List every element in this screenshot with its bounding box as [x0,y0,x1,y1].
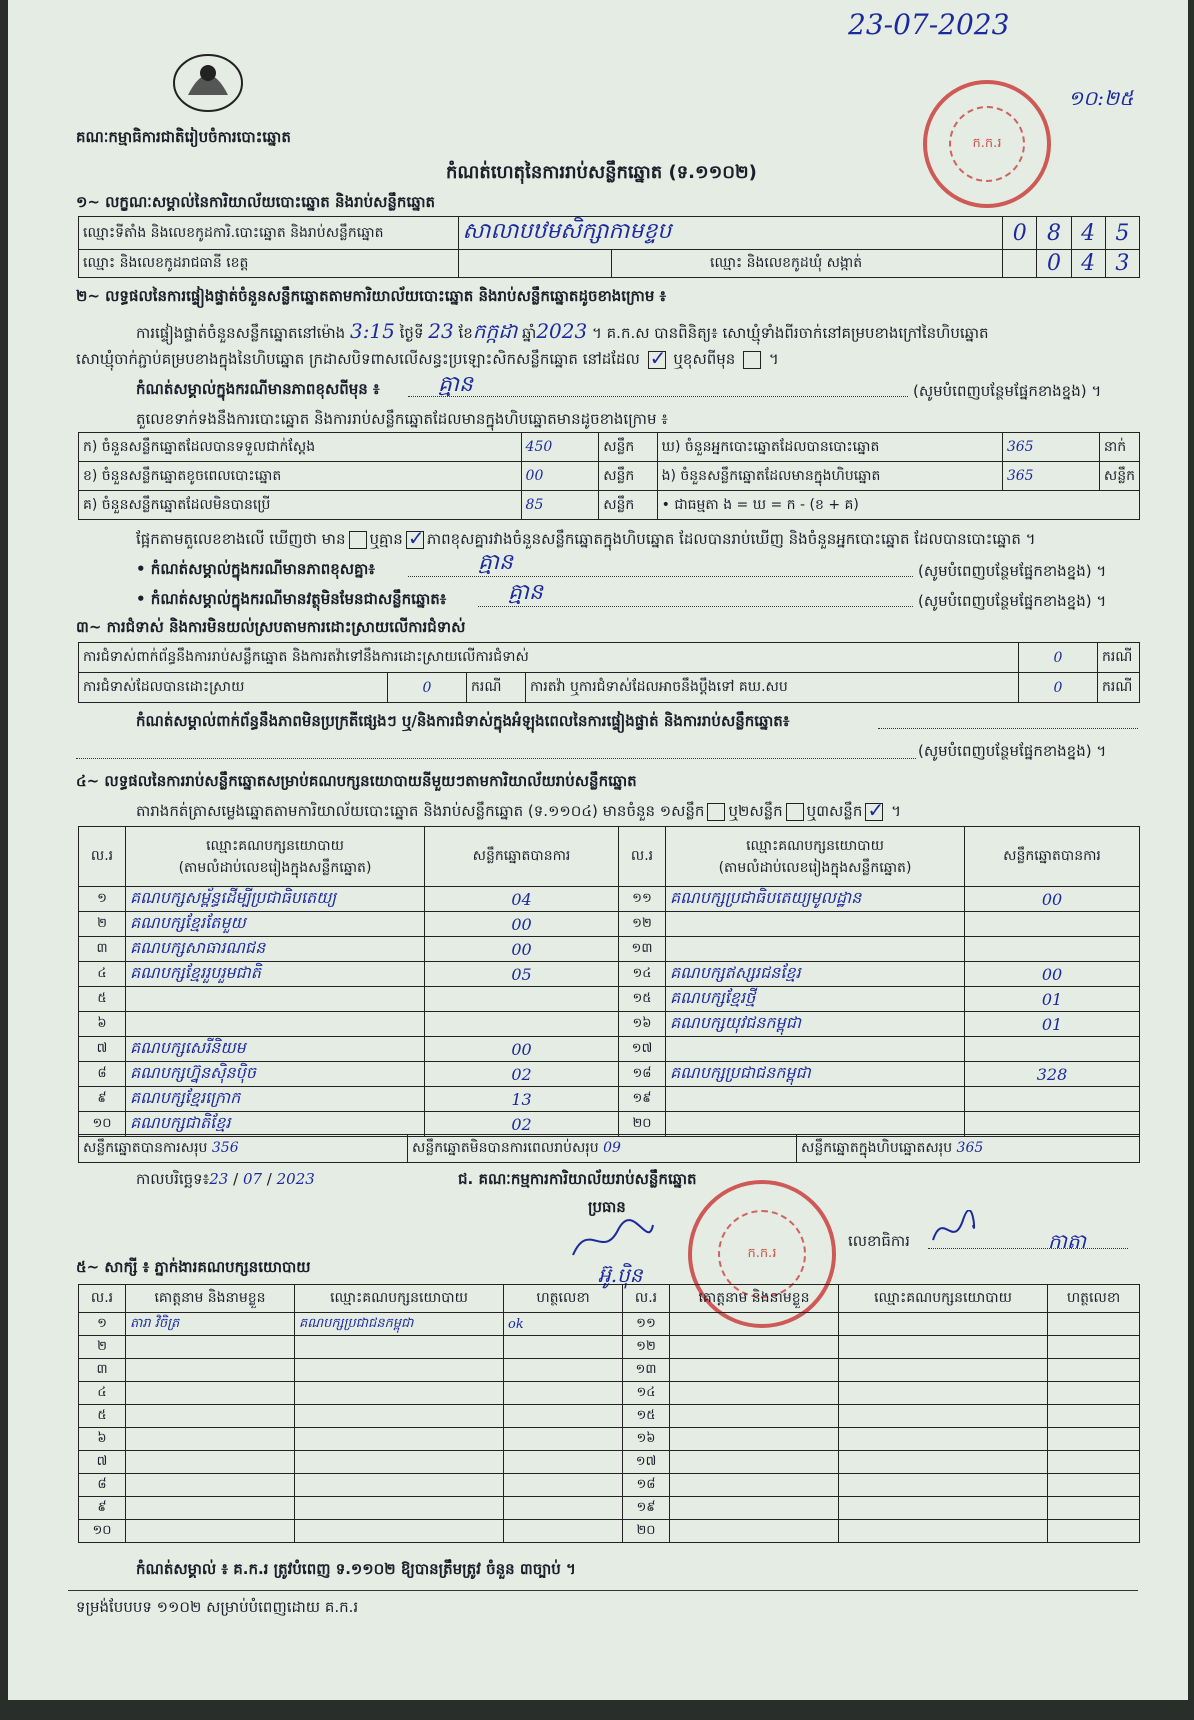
witness-party [839,1451,1048,1474]
witness-signature [504,1336,623,1359]
has-discrepancy-checkbox[interactable] [349,531,367,549]
table-row [79,1497,1140,1520]
received-ballots-label: ក) ចំនួនសន្លឹកឆ្នោតដែលបានទទួលជាក់ស្តែង [79,433,522,462]
unchanged-checkbox[interactable] [648,351,666,369]
witness-signature [504,1474,623,1497]
verification-month: កក្កដា [472,319,518,343]
party-name: គណបក្សសម្ព័ន្ធដើម្បីប្រជាធិបតេយ្យ [126,887,425,912]
party-name: គណបក្សឥស្សរជនខ្មែរ [666,962,965,987]
witness-name [126,1428,295,1451]
witness-party [839,1497,1048,1520]
station-name-value: សាលាបឋមសិក្សាកាមខ្ទប [458,217,1003,250]
witness-name [126,1451,295,1474]
verification-year: 2023 [536,319,588,343]
official-stamp-top: ក.ក.រ [923,80,1051,208]
row-number: ២០ [623,1520,670,1543]
party-votes [965,1037,1140,1062]
table-row [79,987,1140,1012]
party-votes: 00 [425,937,619,962]
party-votes: 00 [425,912,619,937]
party-name: គណបក្សខ្មែរតែមួយ [126,912,425,937]
irregularity-note-label: កំណត់សម្គាល់ពាក់ព័ន្ធនឹងភាពមិនប្រក្រតីផ្សេងៗ ឬ/និងការជំទាស់ក្នុងអំឡុងពេលនៃការផ្ទៀងផ្ទាត់ និងការរាប់សន្លឹកឆ្នោត៖ [136,712,790,730]
row-number: ១៥ [619,987,666,1012]
row-number: ៨ [79,1062,126,1087]
row-number: ៣ [79,1359,126,1382]
row-number: ១៣ [623,1359,670,1382]
party-votes: 328 [965,1062,1140,1087]
witness-signature [1048,1474,1140,1497]
row-number: ១២ [619,912,666,937]
commune-code-digit: 0 [1037,250,1071,278]
col-party-header: ឈ្មោះគណបក្សនយោបាយ [839,1285,1048,1313]
party-votes: 02 [425,1062,619,1087]
secretary-label: លេខាធិការ [848,1232,910,1250]
president-signature-icon [568,1215,658,1265]
unit-label: នាក់ [1099,433,1139,462]
totals-table [78,1134,1140,1163]
col-no-header: ល.រ [79,1285,126,1313]
row-number: ២ [79,912,126,937]
station-code-digit: 0 [1003,217,1037,250]
witness-name [670,1359,839,1382]
party-name: គណបក្សជាតិខ្មែរ [126,1112,425,1137]
spoiled-ballots-label: ខ) ចំនួនសន្លឹកឆ្នោតខូចពេលបោះឆ្នោត [79,462,522,491]
witness-party: គណបក្សប្រជាជនកម្ពុជា [295,1313,504,1336]
fill-note: (សូមបំពេញបន្ថែមផ្នែកខាងខ្នង) ។ [913,382,1102,400]
party-votes: 00 [965,887,1140,912]
witness-party [839,1474,1048,1497]
col-no-header: ល.រ [79,827,126,887]
witness-party [295,1474,504,1497]
witness-name [126,1336,295,1359]
commune-code-digit: 4 [1071,250,1105,278]
one-sheet-checkbox[interactable] [707,803,725,821]
witness-signature [504,1428,623,1451]
party-votes [425,987,619,1012]
resolved-objections-value: 0 [388,673,467,703]
row-number: ១៧ [623,1451,670,1474]
witness-party [295,1382,504,1405]
row-number: ១៤ [619,962,666,987]
party-votes: 05 [425,962,619,987]
witness-name [670,1451,839,1474]
row-number: ១០ [79,1520,126,1543]
commune-code-digit: 3 [1105,250,1139,278]
witness-signature [1048,1382,1140,1405]
row-number: ៣ [79,937,126,962]
seal-status-sentence: សោឃ្មុំចាក់ភ្ជាប់គម្របខាងក្នុងនៃហិបឆ្នោត ក្រដាសបិទពាសលើសន្ធះប្រឡោះសិកសន្លឹកឆ្នោត នៅដដែល ✓ ឬខុសពីមុន ។ [76,350,779,372]
witness-party [839,1382,1048,1405]
party-name: គណបក្សខ្មែរក្រោក [126,1087,425,1112]
party-name [666,937,965,962]
appeal-label: ការតវ៉ា ឬការជំទាស់ដែលអាចនឹងប្តឹងទៅ គឃ.សប [526,673,1019,703]
unused-ballots-label: គ) ចំនួនសន្លឹកឆ្នោតដែលមិនបានប្រើ [79,491,522,520]
party-votes: 01 [965,1012,1140,1037]
witness-signature [1048,1497,1140,1520]
official-stamp-committee: ក.ក.រ [688,1180,836,1328]
table-row [79,1451,1140,1474]
province-label: ឈ្មោះ និងលេខកូដរាជធានី ខេត្ត [79,250,459,278]
row-number: ១១ [623,1313,670,1336]
three-sheet-checkbox[interactable] [865,803,883,821]
witness-name [670,1405,839,1428]
footer-text: ទម្រង់បែបបទ ១១០២ សម្រាប់បំពេញដោយ គ.ក.រ [76,1598,359,1616]
section1-table [78,216,1140,278]
witness-signature [1048,1428,1140,1451]
formula: • ជាធម្មតា ង = ឃ = ក - (ខ + គ) [657,491,1139,520]
witness-signature [504,1520,623,1543]
ballots-in-box-value: 365 [1002,462,1099,491]
station-code-digit: 8 [1037,217,1071,250]
row-number: ១៨ [623,1474,670,1497]
witness-signature [1048,1405,1140,1428]
col-party-header: ឈ្មោះគណបក្សនយោបាយ [295,1285,504,1313]
table-row [79,1313,1140,1336]
row-number: ១៨ [619,1062,666,1087]
row-number: ៧ [79,1037,126,1062]
commune-code-digit [1003,250,1037,278]
table-row [79,1520,1140,1543]
tally-sheet-sentence: តារាងកត់ត្រាសម្លេងឆ្នោតតាមការិយាល័យបោះឆ្នោត និងរាប់សន្លឹកឆ្នោត (ទ.១១០៤) មានចំនួន ១សន្លឹក ឬ២សន្លឹក ឬ៣សន្លឹក✓ ។ [136,802,901,824]
objections-value: 0 [1018,643,1097,673]
verification-sentence: ការផ្ទៀងផ្ទាត់ចំនួនសន្លឹកឆ្នោតនៅម៉ោង 3:15 ថ្ងៃទី 23 ខែកក្កដា ឆ្នាំ2023 ។ គ.ក.ស បានពិនិត្យ៖ សោឃ្មុំទាំងពីរចាក់នៅគម្របខាងក្រៅនៃហិបឆ្នោត [136,319,989,343]
witness-party [295,1359,504,1382]
witness-name [670,1520,839,1543]
row-number: ៨ [79,1474,126,1497]
witness-name [670,1336,839,1359]
organization-name: គណៈកម្មាធិការជាតិរៀបចំការបោះឆ្នោត [76,128,291,146]
two-sheet-checkbox[interactable] [786,803,804,821]
bottom-note: កំណត់សម្គាល់ ៖ គ.ក.រ ត្រូវបំពេញ ទ.១១០២ ឱ្យបានត្រឹមត្រូវ ចំនួន ៣ច្បាប់ ។ [136,1560,576,1578]
witness-name: តារា វិចិត្រ [126,1313,295,1336]
witness-name [126,1520,295,1543]
party-name [666,1037,965,1062]
party-name: គណបក្សខ្មែររួបរួមជាតិ [126,962,425,987]
col-no-header: ល.រ [623,1285,670,1313]
row-number: ២ [79,1336,126,1359]
row-number: ៤ [79,962,126,987]
unused-ballots-value: 85 [521,491,599,520]
witness-signature [504,1382,623,1405]
section1-title: ១~ លក្ខណៈសម្គាល់នៃការិយាល័យបោះឆ្នោត និងរាប់សន្លឹកឆ្នោត [76,193,436,211]
row-number: ១៣ [619,937,666,962]
row-number: ១២ [623,1336,670,1359]
table-row [79,912,1140,937]
objections-table [78,642,1140,703]
witness-signature [504,1405,623,1428]
table-row [79,1359,1140,1382]
row-number: ១៦ [619,1012,666,1037]
invalid-total: សន្លឹកឆ្នោតមិនបានការពេលរាប់សរុប 09 [408,1135,797,1163]
witness-name [126,1497,295,1520]
witness-signature [1048,1451,1140,1474]
row-number: ៥ [79,987,126,1012]
row-number: ៩ [79,1087,126,1112]
document-title: កំណត់ហេតុនៃការរាប់សន្លឹកឆ្នោត (ទ.១១០២) [446,162,757,183]
no-discrepancy-checkbox[interactable] [406,531,424,549]
party-name: គណបក្សយុវជនកម្ពុជា [666,1012,965,1037]
fill-note: (សូមបំពេញបន្ថែមផ្នែកខាងខ្នង) ។ [918,742,1107,760]
party-name [126,1012,425,1037]
row-number: ៦ [79,1012,126,1037]
figures-table [78,432,1140,520]
witness-name [670,1313,839,1336]
table-row [79,1405,1140,1428]
voters-value: 365 [1002,433,1099,462]
table-row [79,937,1140,962]
witness-party [295,1451,504,1474]
col-votes-header: សន្លឹកឆ្នោតបានការ [425,827,619,887]
section4-title: ៤~ លទ្ធផលនៃការរាប់សន្លឹកឆ្នោតសម្រាប់គណបក្សនយោបាយនីមួយៗតាមការិយាល័យរាប់សន្លឹកឆ្នោត [76,772,637,790]
box-total: សន្លឹកឆ្នោតក្នុងហិបឆ្នោតសរុប 365 [797,1135,1140,1163]
table-row [79,1428,1140,1451]
party-votes: 02 [425,1112,619,1137]
witness-name [670,1474,839,1497]
foreign-object-note-label: • កំណត់សម្គាល់ក្នុងករណីមានវត្ថុមិនមែនជាសន្លឹកឆ្នោត៖ [136,590,447,608]
col-party-header: ឈ្មោះគណបក្សនយោបាយ (តាមលំដាប់លេខរៀងក្នុងសន្លឹកឆ្នោត) [126,827,425,887]
witness-party [839,1359,1048,1382]
voters-label: ឃ) ចំនួនអ្នកបោះឆ្នោតដែលបានបោះឆ្នោត [657,433,1002,462]
received-ballots-value: 450 [521,433,599,462]
party-votes [965,912,1140,937]
party-votes [965,1087,1140,1112]
party-name: គណបក្សប្រជាជនកម្ពុជា [666,1062,965,1087]
witness-party [295,1405,504,1428]
table-row [79,1087,1140,1112]
witness-signature [1048,1313,1140,1336]
fill-note: (សូមបំពេញបន្ថែមផ្នែកខាងខ្នង) ។ [918,592,1107,610]
table-row [79,1037,1140,1062]
party-votes: 01 [965,987,1140,1012]
witness-party [295,1497,504,1520]
row-number: ១៧ [619,1037,666,1062]
col-signature-header: ហត្ថលេខា [504,1285,623,1313]
row-number: ២០ [619,1112,666,1137]
unit-label: សន្លឹក [599,462,657,491]
figures-intro: តួលេខទាក់ទងនឹងការបោះឆ្នោត និងការរាប់សន្លឹកឆ្នោតដែលមានក្នុងហិបឆ្នោតមានដូចខាងក្រោម ៖ [136,410,668,428]
table-row [79,1012,1140,1037]
row-number: ១១ [619,887,666,912]
party-votes [965,937,1140,962]
difference-note-value: គ្មាន [438,372,473,397]
party-votes-table [78,826,1140,1137]
party-name: គណបក្សសាធារណជន [126,937,425,962]
difference-note-label: កំណត់សម្គាល់ក្នុងករណីមានភាពខុសពីមុន ៖ [136,380,380,398]
witness-party [839,1428,1048,1451]
table-row [79,1474,1140,1497]
station-code-digit: 5 [1105,217,1139,250]
president-name: អ៊ូ.ប៉ិន [598,1263,643,1287]
witness-signature: ok [504,1313,623,1336]
party-name: គណបក្សសេរីនិយម [126,1037,425,1062]
party-votes: 13 [425,1087,619,1112]
table-row [79,887,1140,912]
col-signature-header: ហត្ថលេខា [1048,1285,1140,1313]
witness-signature [504,1451,623,1474]
foreign-object-note-value: គ្មាន [508,580,543,605]
row-number: ១ [79,887,126,912]
party-name [666,912,965,937]
discrepancy-note-value: គ្មាន [478,550,513,575]
witness-table [78,1284,1140,1543]
witness-party [839,1313,1048,1336]
col-no-header: ល.រ [619,827,666,887]
province-value [458,250,611,278]
signing-date: កាលបរិច្ឆេទ៖23 / 07 / 2023 [136,1170,315,1188]
verification-time: 3:15 [349,319,395,343]
witness-party [839,1520,1048,1543]
col-votes-header: សន្លឹកឆ្នោតបានការ [965,827,1140,887]
handwritten-time: ១០:២៥ [1068,86,1134,110]
president-label: ប្រធាន [588,1198,626,1216]
witness-party [295,1428,504,1451]
witness-name [670,1428,839,1451]
witness-name [126,1382,295,1405]
appeal-value: 0 [1018,673,1097,703]
discrepancy-note-label: • កំណត់សម្គាល់ក្នុងករណីមានភាពខុសគ្នា៖ [136,560,375,578]
unit-label: សន្លឹក [1099,462,1139,491]
row-number: ៤ [79,1382,126,1405]
objections-label: ការជំទាស់ពាក់ព័ន្ធនឹងការរាប់សន្លឹកឆ្នោត និងការតវ៉ាទៅនឹងការដោះស្រាយលើការជំទាស់ [79,643,1019,673]
commune-label: ឈ្មោះ និងលេខកូដឃុំ សង្កាត់ [611,250,1003,278]
resolved-objections-label: ការជំទាស់ដែលបានដោះស្រាយ [79,673,388,703]
discrepancy-sentence: ផ្អែកតាមតួលេខខាងលើ ឃើញថា មាន ឬគ្មាន✓ ភាពខុសគ្នារវាងចំនួនសន្លឹកឆ្នោតក្នុងហិបឆ្នោត ដែលបានរាប់ឃើញ និងចំនួនអ្នកបោះឆ្នោត ដែលបានបោះឆ្នោត ។ [136,530,1036,552]
unit-label: ករណី [1097,643,1139,673]
unit-label: ករណី [1097,673,1139,703]
row-number: ១៩ [619,1087,666,1112]
handwritten-date: 23-07-2023 [848,8,1010,41]
party-name [666,1112,965,1137]
secretary-signature-icon [928,1210,978,1250]
party-name [126,987,425,1012]
party-name: គណបក្សប្រជាធិបតេយ្យមូលដ្ឋាន [666,887,965,912]
row-number: ១០ [79,1112,126,1137]
unit-label: សន្លឹក [599,433,657,462]
witness-party [295,1520,504,1543]
witness-signature [504,1497,623,1520]
changed-checkbox[interactable] [743,351,761,369]
row-number: ៥ [79,1405,126,1428]
section3-title: ៣~ ការជំទាស់ និងការមិនយល់ស្របតាមការដោះស្រាយលើការជំទាស់ [76,618,466,636]
spoiled-ballots-value: 00 [521,462,599,491]
station-name-label: ឈ្មោះទីតាំង និងលេខកូដការិ.បោះឆ្នោត និងរាប់សន្លឹកឆ្នោត [79,217,459,250]
table-row [79,1336,1140,1359]
party-votes: 00 [425,1037,619,1062]
col-name-header: គោត្តនាម និងនាមខ្លួន [126,1285,295,1313]
witness-signature [1048,1520,1140,1543]
witness-party [839,1405,1048,1428]
witness-name [670,1497,839,1520]
party-name: គណបក្សខ្មែរថ្មី [666,987,965,1012]
witness-name [670,1382,839,1405]
party-name: គណបក្សហ្វ៊ុនស៊ិនប៉ិច [126,1062,425,1087]
witness-party [295,1336,504,1359]
witness-name [126,1405,295,1428]
nec-emblem-icon [168,45,248,115]
party-votes: 04 [425,887,619,912]
witness-signature [504,1359,623,1382]
secretary-name: កាតា [1048,1229,1087,1253]
fill-note: (សូមបំពេញបន្ថែមផ្នែកខាងខ្នង) ។ [918,562,1107,580]
party-name [666,1087,965,1112]
form-page [8,0,1188,1700]
row-number: ៦ [79,1428,126,1451]
party-votes [965,1112,1140,1137]
station-code-digit: 4 [1071,217,1105,250]
col-party-header: ឈ្មោះគណបក្សនយោបាយ (តាមលំដាប់លេខរៀងក្នុងសន្លឹកឆ្នោត) [666,827,965,887]
row-number: ៧ [79,1451,126,1474]
committee-label: ជ. គណៈកម្មការការិយាល័យរាប់សន្លឹកឆ្នោត [458,1170,697,1188]
row-number: ១៥ [623,1405,670,1428]
section5-title: ៥~ សាក្សី ៖ ភ្នាក់ងារគណបក្សនយោបាយ [76,1258,311,1276]
section2-title: ២~ លទ្ធផលនៃការផ្ទៀងផ្ទាត់ចំនួនសន្លឹកឆ្នោតតាមការិយាល័យបោះឆ្នោត និងរាប់សន្លឹកឆ្នោតដូចខាងក្រោម ៖ [76,287,667,305]
row-number: ១៩ [623,1497,670,1520]
unit-label: ករណី [467,673,526,703]
row-number: ៩ [79,1497,126,1520]
row-number: ១ [79,1313,126,1336]
ballots-in-box-label: ង) ចំនួនសន្លឹកឆ្នោតដែលមានក្នុងហិបឆ្នោត [657,462,1002,491]
table-row [79,1112,1140,1137]
party-votes [425,1012,619,1037]
witness-party [839,1336,1048,1359]
row-number: ១៤ [623,1382,670,1405]
table-row [79,1382,1140,1405]
row-number: ១៦ [623,1428,670,1451]
witness-name [126,1359,295,1382]
witness-signature [1048,1336,1140,1359]
verification-day: 23 [428,319,454,343]
table-row [79,962,1140,987]
table-row [79,1062,1140,1087]
unit-label: សន្លឹក [599,491,657,520]
valid-total: សន្លឹកឆ្នោតបានការសរុប 356 [79,1135,408,1163]
witness-signature [1048,1359,1140,1382]
party-votes: 00 [965,962,1140,987]
witness-name [126,1474,295,1497]
col-name-header: គោត្តនាម និងនាមខ្លួន [670,1285,839,1313]
